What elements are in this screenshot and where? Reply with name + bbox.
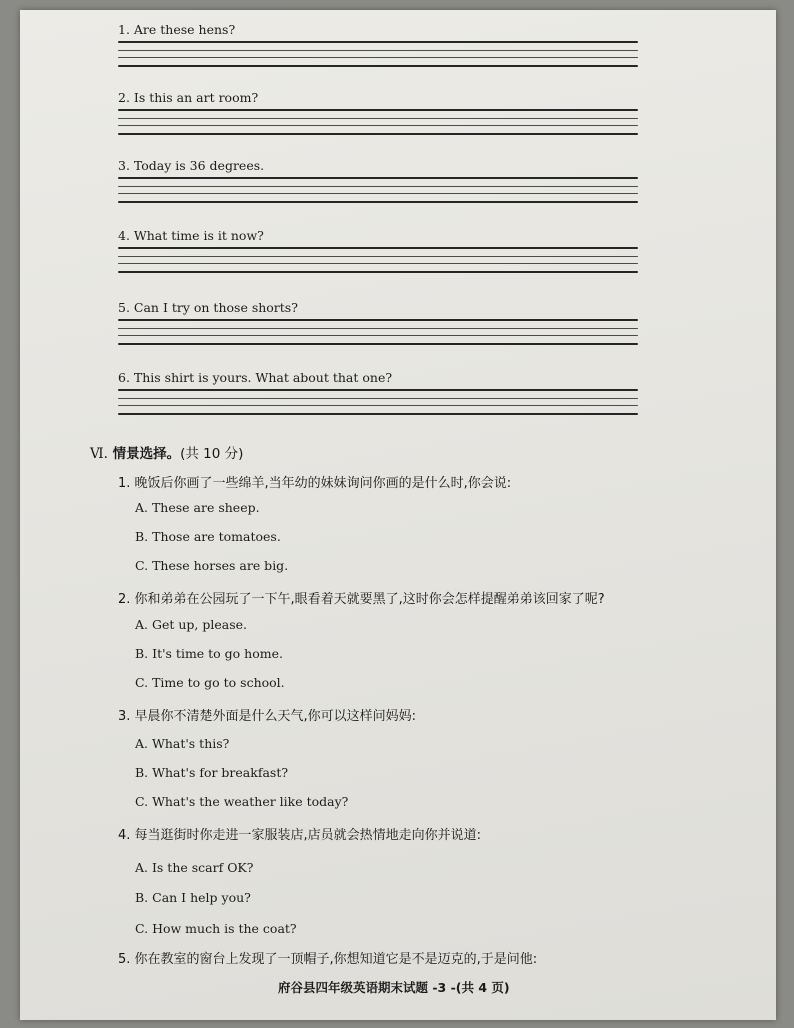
option-a: A. What's this?: [135, 736, 230, 751]
answer-line: [118, 328, 638, 329]
exam-sheet: [20, 10, 776, 1020]
answer-line: [118, 193, 638, 194]
answer-line: [118, 125, 638, 126]
section-number: Ⅵ.: [90, 446, 108, 462]
option-a: A. Is the scarf OK?: [135, 860, 254, 875]
question-prompt: 5. Can I try on those shorts?: [118, 300, 298, 315]
section-title: 情景选择。: [112, 446, 181, 462]
answer-line: [118, 319, 638, 321]
page-footer: 府谷县四年级英语期末试题 -3 -(共 4 页): [278, 980, 510, 995]
answer-lines: [118, 389, 638, 415]
option-a: A. Get up, please.: [135, 617, 247, 632]
answer-line: [118, 133, 638, 135]
answer-line: [118, 201, 638, 203]
option-b: B. Can I help you?: [135, 890, 251, 905]
answer-line: [118, 50, 638, 51]
option-b: B. What's for breakfast?: [135, 765, 289, 780]
option-c: C. Time to go to school.: [135, 675, 285, 690]
writing-question-2: [118, 90, 638, 141]
answer-line: [118, 343, 638, 345]
answer-line: [118, 57, 638, 58]
answer-lines: [118, 247, 638, 273]
writing-question-4: [118, 228, 638, 279]
question-prompt: 4. What time is it now?: [118, 228, 264, 243]
answer-line: [118, 263, 638, 264]
answer-line: [118, 118, 638, 119]
choice-question-1-stem: 1. 晚饭后你画了一些绵羊,当年幼的妹妹询问你画的是什么时,你会说:: [118, 476, 512, 491]
answer-lines: [118, 319, 638, 345]
answer-line: [118, 109, 638, 111]
question-prompt: 2. Is this an art room?: [118, 90, 259, 105]
answer-lines: [118, 109, 638, 135]
answer-lines: [118, 41, 638, 67]
writing-question-3: [118, 158, 638, 209]
choice-question-3-stem: 3. 早晨你不清楚外面是什么天气,你可以这样问妈妈:: [118, 709, 417, 724]
option-b: B. Those are tomatoes.: [135, 529, 281, 544]
answer-line: [118, 41, 638, 43]
answer-line: [118, 65, 638, 67]
answer-line: [118, 405, 638, 406]
option-c: C. These horses are big.: [135, 558, 289, 573]
answer-line: [118, 413, 638, 415]
section-points: (共 10 分): [180, 446, 244, 462]
option-b: B. It's time to go home.: [135, 646, 283, 661]
choice-question-4-stem: 4. 每当逛街时你走进一家服装店,店员就会热情地走向你并说道:: [118, 828, 482, 843]
option-c: C. How much is the coat?: [135, 921, 297, 936]
answer-line: [118, 186, 638, 187]
writing-question-5: [118, 300, 638, 351]
question-prompt: 1. Are these hens?: [118, 22, 236, 37]
answer-line: [118, 398, 638, 399]
option-c: C. What's the weather like today?: [135, 794, 349, 809]
question-prompt: 3. Today is 36 degrees.: [118, 158, 265, 173]
answer-line: [118, 177, 638, 179]
option-a: A. These are sheep.: [135, 500, 260, 515]
writing-question-6: [118, 370, 638, 421]
choice-question-5-stem: 5. 你在教室的窗台上发现了一顶帽子,你想知道它是不是迈克的,于是问他:: [118, 952, 538, 967]
question-prompt: 6. This shirt is yours. What about that one?: [118, 370, 393, 385]
answer-lines: [118, 177, 638, 203]
writing-question-1: [118, 22, 638, 73]
answer-line: [118, 335, 638, 336]
answer-line: [118, 256, 638, 257]
choice-question-2-stem: 2. 你和弟弟在公园玩了一下午,眼看着天就要黑了,这时你会怎样提醒弟弟该回家了呢?: [118, 592, 605, 607]
answer-line: [118, 247, 638, 249]
answer-line: [118, 271, 638, 273]
section-heading: [90, 442, 243, 462]
answer-line: [118, 389, 638, 391]
